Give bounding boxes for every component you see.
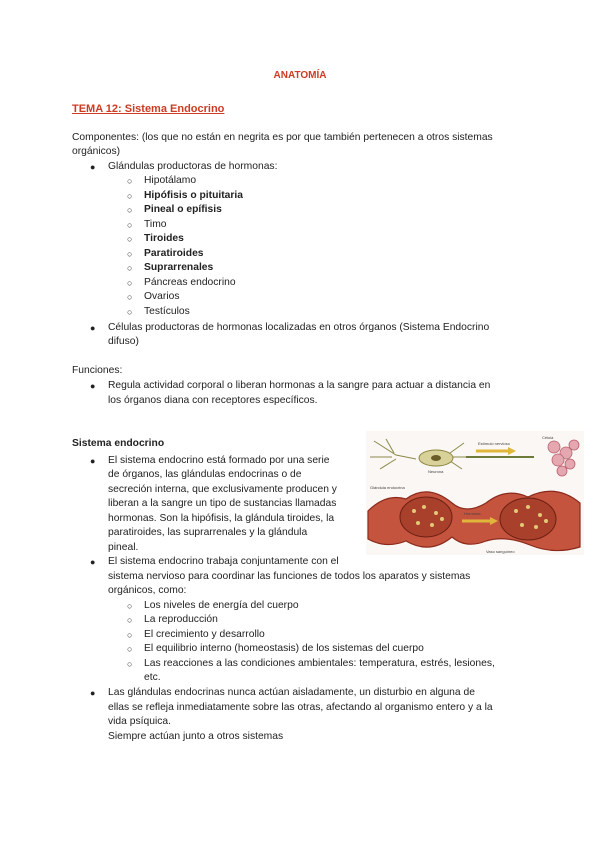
label-impulso: Estímulo nervioso xyxy=(478,441,510,446)
circle-bullet: ○ xyxy=(127,234,133,244)
circle-bullet: ○ xyxy=(127,601,133,611)
system-b3-line: Siempre actúan junto a otros sistemas xyxy=(108,731,284,742)
glands-label: Glándulas productoras de hormonas: xyxy=(108,161,278,172)
gland-item: Ovarios xyxy=(144,291,180,302)
bullet-dot: ● xyxy=(90,456,96,466)
system-subitem: Las reacciones a las condiciones ambientales: temperatura, estrés, lesiones, xyxy=(144,658,495,669)
system-subitem: El equilibrio interno (homeostasis) de los sistemas del cuerpo xyxy=(144,643,424,654)
system-b2-line: orgánicos, como: xyxy=(108,585,187,596)
system-b3-line: ellas se refleja inmediatamente sobre las otras, afectando al organismo entero y a la xyxy=(108,702,493,713)
gland-item: Suprarrenales xyxy=(144,262,214,273)
section-title: TEMA 12: Sistema Endocrino xyxy=(72,103,225,115)
circle-bullet: ○ xyxy=(127,307,133,317)
endocrine-diagram xyxy=(366,431,584,555)
system-b2-line: El sistema endocrino trabaja conjuntamente con el xyxy=(108,556,339,567)
system-subitem: El crecimiento y desarrollo xyxy=(144,629,265,640)
system-b1-line: pineal. xyxy=(108,542,139,553)
system-subitem: Los niveles de energía del cuerpo xyxy=(144,600,299,611)
label-glandula: Glándula endocrina xyxy=(370,485,405,490)
circle-bullet: ○ xyxy=(127,176,133,186)
circle-bullet: ○ xyxy=(127,278,133,288)
circle-bullet: ○ xyxy=(127,615,133,625)
gland-item: Tiroides xyxy=(144,233,184,244)
circle-bullet: ○ xyxy=(127,292,133,302)
label-vaso: Vaso sanguíneo xyxy=(486,549,515,554)
circle-bullet: ○ xyxy=(127,220,133,230)
system-b1-line: liberan a la sangre un tipo de sustancias llamadas xyxy=(108,498,337,509)
functions-line2: los órganos diana con receptores específicos. xyxy=(108,395,318,406)
gland-item: Timo xyxy=(144,219,167,230)
system-b1-line: hormonas. Son la hipófisis, la glándula tiroides, la xyxy=(108,513,335,524)
system-heading: Sistema endocrino xyxy=(72,438,165,449)
functions-line1: Regula actividad corporal o liberan hormonas a la sangre para actuar a distancia en xyxy=(108,380,491,391)
document-title: ANATOMÍA xyxy=(273,70,327,81)
bullet-dot: ● xyxy=(90,557,96,567)
system-b2-line: sistema nervioso para coordinar las funciones de todos los aparatos y sistemas xyxy=(108,571,471,582)
circle-bullet: ○ xyxy=(127,263,133,273)
components-intro-line2: orgánicos) xyxy=(72,146,121,157)
gland-item: Paratiroides xyxy=(144,248,204,259)
functions-label: Funciones: xyxy=(72,365,123,376)
system-b3-line: Las glándulas endocrinas nunca actúan aisladamente, un disturbio en alguna de xyxy=(108,687,475,698)
gland-item: Testículos xyxy=(144,306,190,317)
system-b1-line: El sistema endocrino está formado por una serie xyxy=(108,455,330,466)
system-subitem: La reproducción xyxy=(144,614,218,625)
gland-item: Páncreas endocrino xyxy=(144,277,236,288)
components-intro-line1: Componentes: (los que no están en negrita es por que también pertenecen a otros sistemas xyxy=(72,132,493,143)
circle-bullet: ○ xyxy=(127,205,133,215)
circle-bullet: ○ xyxy=(127,630,133,640)
circle-bullet: ○ xyxy=(127,191,133,201)
gland-item: Pineal o epífisis xyxy=(144,204,222,215)
bullet-dot: ● xyxy=(90,323,96,333)
bullet-dot: ● xyxy=(90,162,96,172)
bullet-dot: ● xyxy=(90,381,96,391)
endocrine-illustration xyxy=(366,431,584,555)
label-hormona: Hormona xyxy=(464,511,481,516)
system-b1-line: secreción interna, que exclusivamente producen y xyxy=(108,484,337,495)
label-neurona: Neurona xyxy=(428,469,444,474)
label-celula: Célula xyxy=(542,435,554,440)
cells-line1: Células productoras de hormonas localizadas en otros órganos (Sistema Endocrino xyxy=(108,322,490,333)
system-subitem: etc. xyxy=(144,672,161,683)
system-b3-line: vida psíquica. xyxy=(108,716,171,727)
gland-item: Hipotálamo xyxy=(144,175,197,186)
gland-item: Hipófisis o pituitaria xyxy=(144,190,243,201)
circle-bullet: ○ xyxy=(127,644,133,654)
circle-bullet: ○ xyxy=(127,659,133,669)
circle-bullet: ○ xyxy=(127,249,133,259)
cells-line2: difuso) xyxy=(108,336,139,347)
system-b1-line: de órganos, las glándulas endocrinas o de xyxy=(108,469,302,480)
system-b1-line: paratiroides, las suprarrenales y la glándula xyxy=(108,527,308,538)
bullet-dot: ● xyxy=(90,688,96,698)
